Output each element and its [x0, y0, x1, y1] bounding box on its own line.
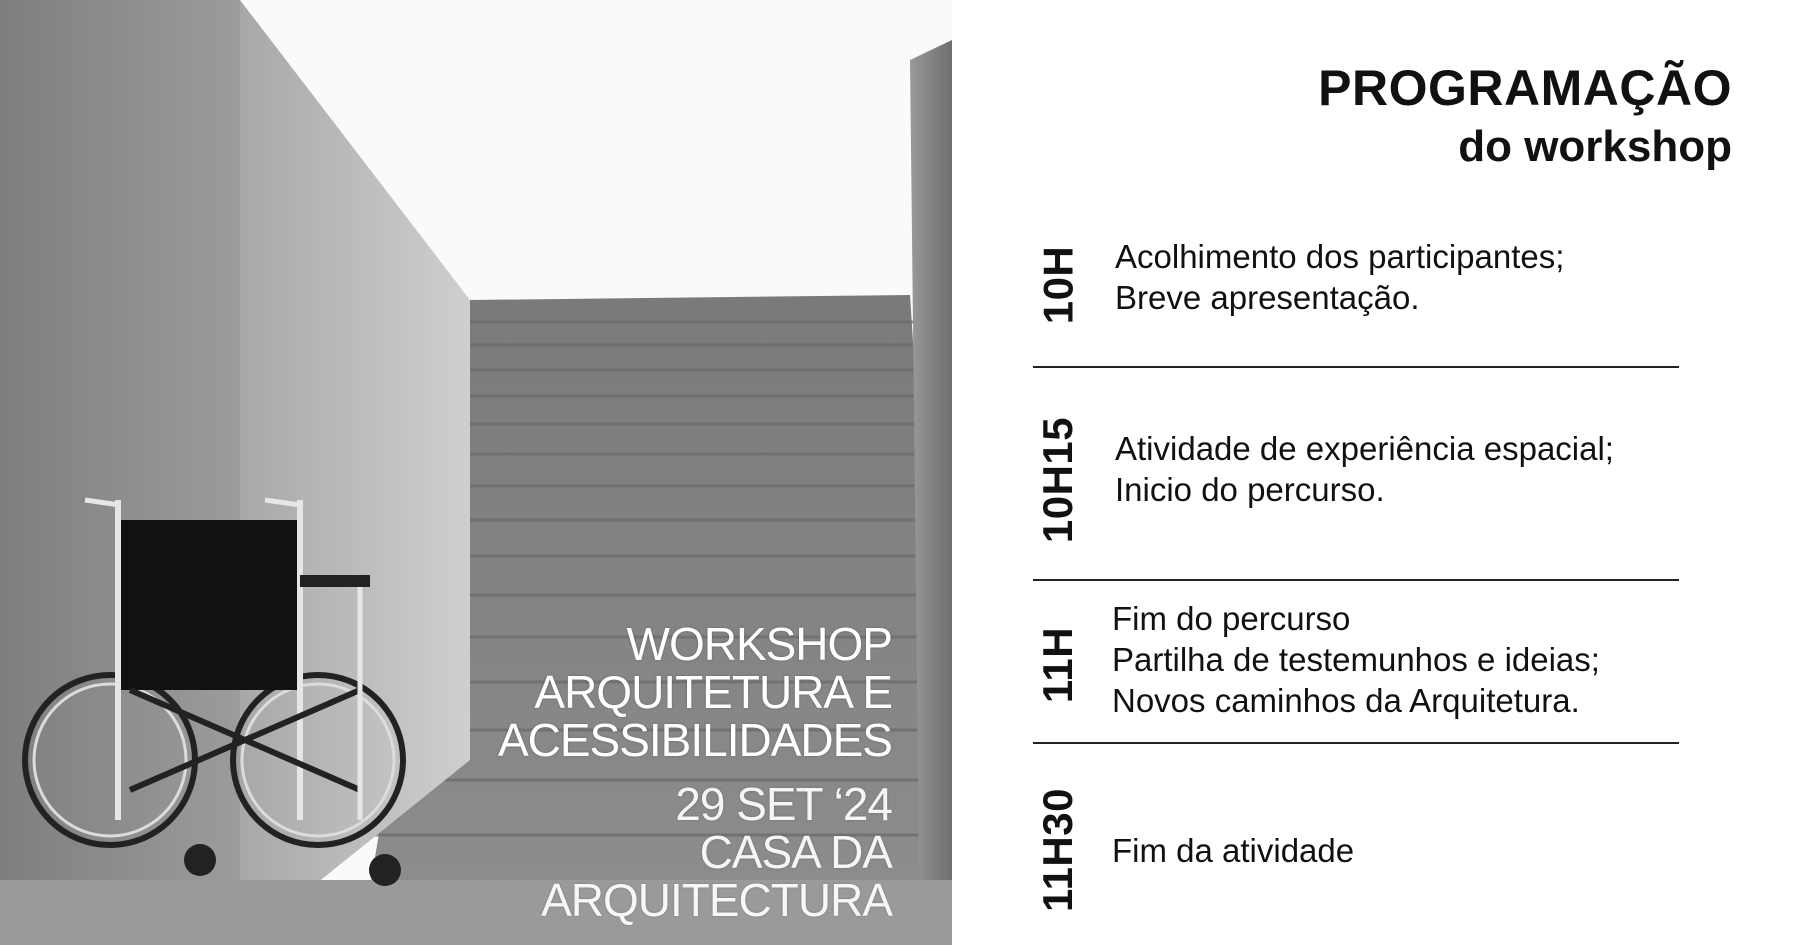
event-venue-line: CASA DA: [699, 826, 892, 878]
schedule-description: [1112, 830, 1354, 871]
schedule-time: [1034, 780, 1082, 920]
description-line: Inicio do percurso.: [1115, 471, 1385, 508]
program-title: PROGRAMAÇÃO: [1318, 60, 1732, 116]
description-line: Atividade de experiência espacial;: [1115, 430, 1614, 467]
event-title: [498, 620, 892, 764]
event-date: 29 SET ‘24: [675, 778, 892, 830]
description-line: Acolhimento dos participantes;: [1115, 238, 1565, 275]
time-label: 11H30: [1034, 788, 1082, 912]
event-venue-line: ARQUITECTURA: [541, 874, 892, 926]
divider: [1033, 366, 1679, 368]
event-title-line: WORKSHOP: [626, 618, 892, 670]
description-line: Fim do percurso: [1112, 600, 1351, 637]
schedule-description: [1115, 428, 1614, 510]
time-label: 11H: [1034, 626, 1082, 704]
event-details: [541, 780, 892, 924]
time-label: 10H15: [1034, 416, 1082, 544]
description-line: Breve apresentação.: [1115, 279, 1420, 316]
event-title-line: ACESSIBILIDADES: [497, 714, 892, 766]
schedule-time: [1034, 615, 1082, 715]
schedule-description: [1115, 236, 1564, 318]
time-label: 10H: [1034, 245, 1081, 325]
description-line: Novos caminhos da Arquitetura.: [1112, 682, 1580, 719]
divider: [1033, 579, 1679, 581]
schedule-time: [1034, 405, 1082, 555]
description-line: Partilha de testemunhos e ideias;: [1112, 641, 1600, 678]
schedule-time: [1034, 235, 1082, 335]
description-line: Fim da atividade: [1112, 832, 1355, 869]
schedule-description: [1112, 598, 1600, 721]
program-heading: [1318, 58, 1732, 176]
program-subtitle: do workshop: [1458, 122, 1732, 171]
divider: [1033, 742, 1679, 744]
event-title-line: ARQUITETURA E: [534, 666, 892, 718]
